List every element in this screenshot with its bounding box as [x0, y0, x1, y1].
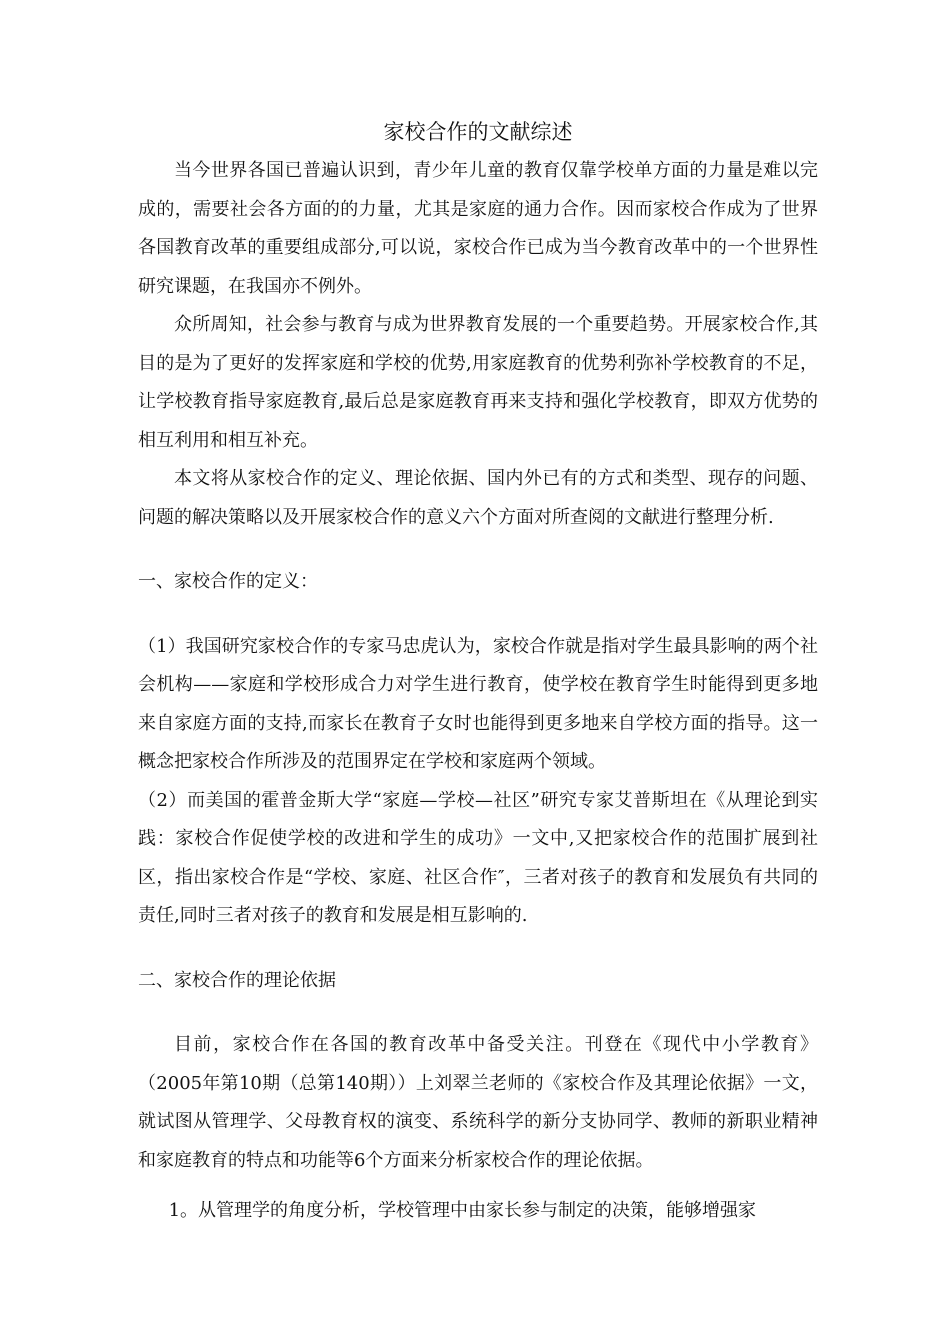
spacer	[138, 1000, 818, 1026]
intro-paragraph-2: 众所周知，社会参与教育与成为世界教育发展的一个重要趋势。开展家校合作,其目的是为了更好的发挥家庭和学校的优势,用家庭教育的优势利弥补学校教育的不足，让学校教育指导家庭教育,最后总是家庭教育再来支持和强化学校教育，即双方优势的相互利用和相互补充。	[138, 314, 818, 451]
spacer	[138, 602, 818, 628]
spacer	[138, 1180, 818, 1192]
document-page	[138, 112, 818, 1231]
intro-paragraph-3: 本文将从家校合作的定义、理论依据、国内外已有的方式和类型、现存的问题、问题的解决策略以及开展家校合作的意义六个方面对所查阅的文献进行整理分析.	[138, 468, 818, 528]
section-1-heading: 一、家校合作的定义：	[138, 571, 318, 592]
intro-paragraph-1: 当今世界各国已普遍认识到，青少年儿童的教育仅靠学校单方面的力量是难以完成的，需要社会各方面的的力量，尤其是家庭的通力合作。因而家校合作成为了世界各国教育改革的重要组成部分,可以说，家校合作已成为当今教育改革中的一个世界性研究课题，在我国亦不例外。	[138, 160, 818, 297]
section-2-heading: 二、家校合作的理论依据	[138, 969, 336, 991]
spacer	[138, 936, 818, 962]
document-title: 家校合作的文献综述	[383, 120, 573, 144]
section-2-paragraph: 目前，家校合作在各国的教育改革中备受关注。刊登在《现代中小学教育》（2005年第10期（总第140期））上刘翠兰老师的《家校合作及其理论依据》一文，就试图从管理学、父母教育权的演变、系统科学的新分支协同学、教师的新职业精神和家庭教育的特点和功能等6个方面来分析家校合作的理论依据。	[138, 1034, 818, 1171]
section-2-item-1: 1。从管理学的角度分析，学校管理中由家长参与制定的决策，能够增强家	[168, 1200, 757, 1221]
spacer	[138, 537, 818, 563]
section-1-item-2: （2）而美国的霍普金斯大学“家庭—学校—社区”研究专家艾普斯坦在《从理论到实践：家校合作促使学校的改进和学生的成功》一文中,又把家校合作的范围扩展到社区，指出家校合作是“学校、家庭、社区合作″，三者对孩子的教育和发展负有共同的责任,同时三者对孩子的教育和发展是相互影响的.	[138, 789, 818, 926]
section-1-item-1: （1）我国研究家校合作的专家马忠虎认为，家校合作就是指对学生最具影响的两个社会机构——家庭和学校形成合力对学生进行教育，使学校在教育学生时能得到更多地来自家庭方面的支持,而家长在教育子女时也能得到更多地来自学校方面的指导。这一概念把家校合作所涉及的范围界定在学校和家庭两个领域。	[138, 635, 818, 772]
